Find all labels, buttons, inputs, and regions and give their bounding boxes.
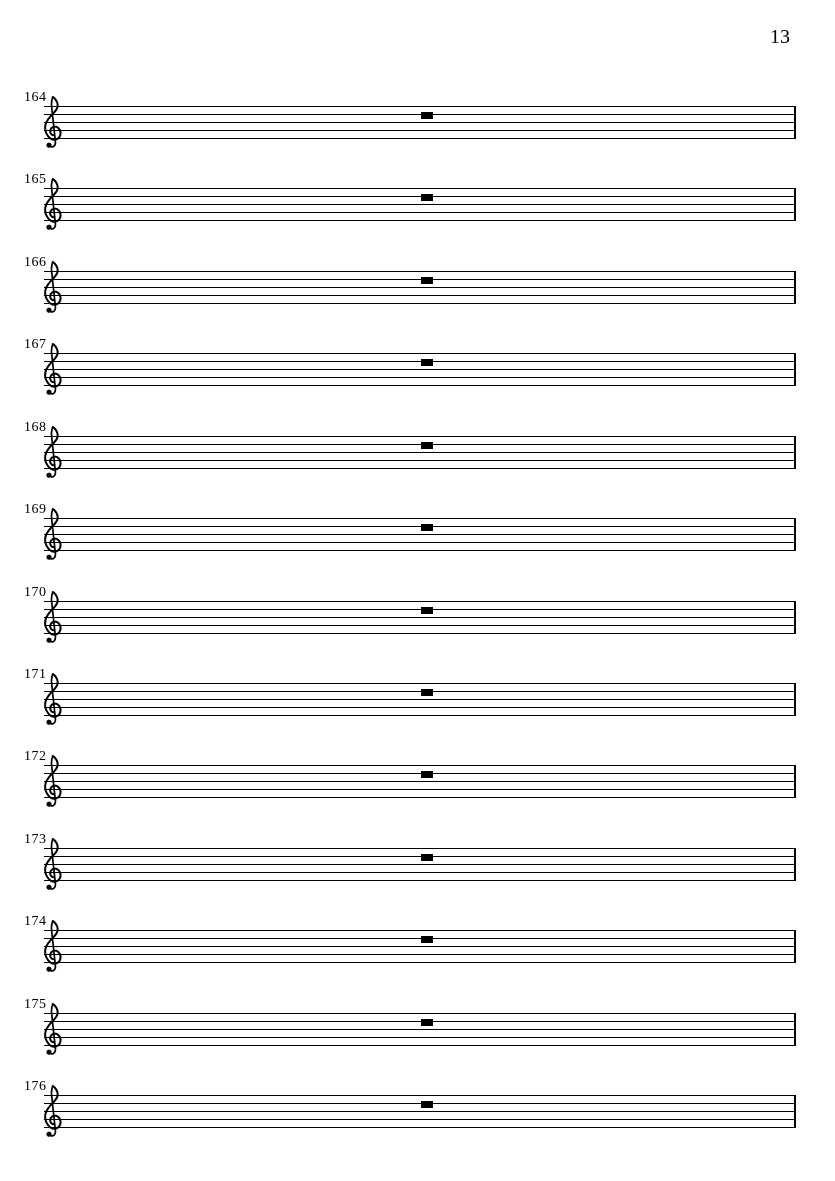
staff-line [44,1029,796,1030]
staff-line [44,601,796,602]
treble-clef-icon [44,591,63,645]
whole-rest-icon [421,359,433,366]
staff-line [44,436,796,437]
whole-rest-icon [421,524,433,531]
page-number: 13 [770,26,790,48]
staff [44,1013,796,1047]
staff-line [44,204,796,205]
staff-line [44,773,796,774]
treble-clef-icon [44,261,63,315]
staff-line [44,856,796,857]
staff-line [44,369,796,370]
staff [44,518,796,552]
staff-line [44,1119,796,1120]
whole-rest-icon [421,442,433,449]
staff-line [44,130,796,131]
staff-line [44,707,796,708]
staff [44,848,796,882]
whole-rest-icon [421,936,433,943]
measure-number: 172 [24,749,47,764]
staff-line [44,765,796,766]
staff-line [44,122,796,123]
end-barline [794,1095,796,1128]
treble-clef-icon [44,343,63,397]
staff-system [0,912,835,974]
staff-system [0,335,835,397]
staff [44,601,796,635]
staff-line [44,954,796,955]
staff-line [44,633,796,634]
measure-number: 168 [24,420,47,435]
measure-number: 166 [24,255,47,270]
treble-clef-icon [44,755,63,809]
staff-line [44,353,796,354]
staff-system [0,665,835,727]
measure-number: 170 [24,585,47,600]
staff-system [0,583,835,645]
end-barline [794,765,796,798]
measure-number: 165 [24,172,47,187]
treble-clef-icon [44,508,63,562]
staff-line [44,114,796,115]
whole-rest-icon [421,1019,433,1026]
staff-line [44,196,796,197]
end-barline [794,353,796,386]
staff-line [44,617,796,618]
staff-line [44,781,796,782]
staff [44,1095,796,1129]
whole-rest-icon [421,277,433,284]
staff-system [0,747,835,809]
staff-system [0,1077,835,1139]
staff [44,353,796,387]
staff-line [44,385,796,386]
treble-clef-icon [44,920,63,974]
staff-line [44,106,796,107]
end-barline [794,271,796,304]
staff [44,106,796,140]
whole-rest-icon [421,607,433,614]
staff-line [44,518,796,519]
whole-rest-icon [421,854,433,861]
staff-system [0,500,835,562]
staff-line [44,797,796,798]
staff-system [0,88,835,150]
staff-line [44,1045,796,1046]
end-barline [794,436,796,469]
staff-system [0,418,835,480]
staff-line [44,625,796,626]
staff-line [44,138,796,139]
staff-line [44,699,796,700]
staff-line [44,872,796,873]
measure-number: 167 [24,337,47,352]
staff-system [0,253,835,315]
staff-line [44,1103,796,1104]
staff-line [44,864,796,865]
measure-number: 164 [24,90,47,105]
staff-line [44,683,796,684]
staff-line [44,452,796,453]
staff-line [44,789,796,790]
measure-number: 169 [24,502,47,517]
staff [44,683,796,717]
end-barline [794,848,796,881]
end-barline [794,188,796,221]
staff-line [44,848,796,849]
staff-line [44,962,796,963]
staff-line [44,303,796,304]
staff-line [44,715,796,716]
staff-line [44,361,796,362]
staff-line [44,279,796,280]
staff-line [44,188,796,189]
staff-line [44,287,796,288]
staff-line [44,550,796,551]
staff-line [44,938,796,939]
staff-line [44,946,796,947]
treble-clef-icon [44,1085,63,1139]
end-barline [794,683,796,716]
staff-line [44,460,796,461]
staff-line [44,1037,796,1038]
measure-number: 174 [24,914,47,929]
staff-line [44,271,796,272]
staff-line [44,444,796,445]
whole-rest-icon [421,112,433,119]
end-barline [794,601,796,634]
staff-line [44,295,796,296]
staff-line [44,691,796,692]
measure-number: 175 [24,997,47,1012]
end-barline [794,930,796,963]
measure-number: 176 [24,1079,47,1094]
whole-rest-icon [421,771,433,778]
end-barline [794,518,796,551]
end-barline [794,106,796,139]
treble-clef-icon [44,426,63,480]
staff-line [44,220,796,221]
staff-line [44,526,796,527]
staff-system [0,170,835,232]
treble-clef-icon [44,96,63,150]
staff-line [44,1095,796,1096]
treble-clef-icon [44,1003,63,1057]
treble-clef-icon [44,673,63,727]
staff-line [44,212,796,213]
staff-line [44,1127,796,1128]
staff-line [44,880,796,881]
staff-line [44,1013,796,1014]
staff-line [44,468,796,469]
staff-line [44,542,796,543]
whole-rest-icon [421,194,433,201]
staff [44,436,796,470]
staff [44,765,796,799]
measure-number: 173 [24,832,47,847]
staff [44,271,796,305]
staff-line [44,930,796,931]
staff-line [44,377,796,378]
staff [44,930,796,964]
staff-line [44,1021,796,1022]
whole-rest-icon [421,1101,433,1108]
end-barline [794,1013,796,1046]
treble-clef-icon [44,838,63,892]
staff-line [44,534,796,535]
staff [44,188,796,222]
treble-clef-icon [44,178,63,232]
staff-line [44,1111,796,1112]
staff-line [44,609,796,610]
whole-rest-icon [421,689,433,696]
measure-number: 171 [24,667,47,682]
staff-system [0,830,835,892]
staff-system [0,995,835,1057]
